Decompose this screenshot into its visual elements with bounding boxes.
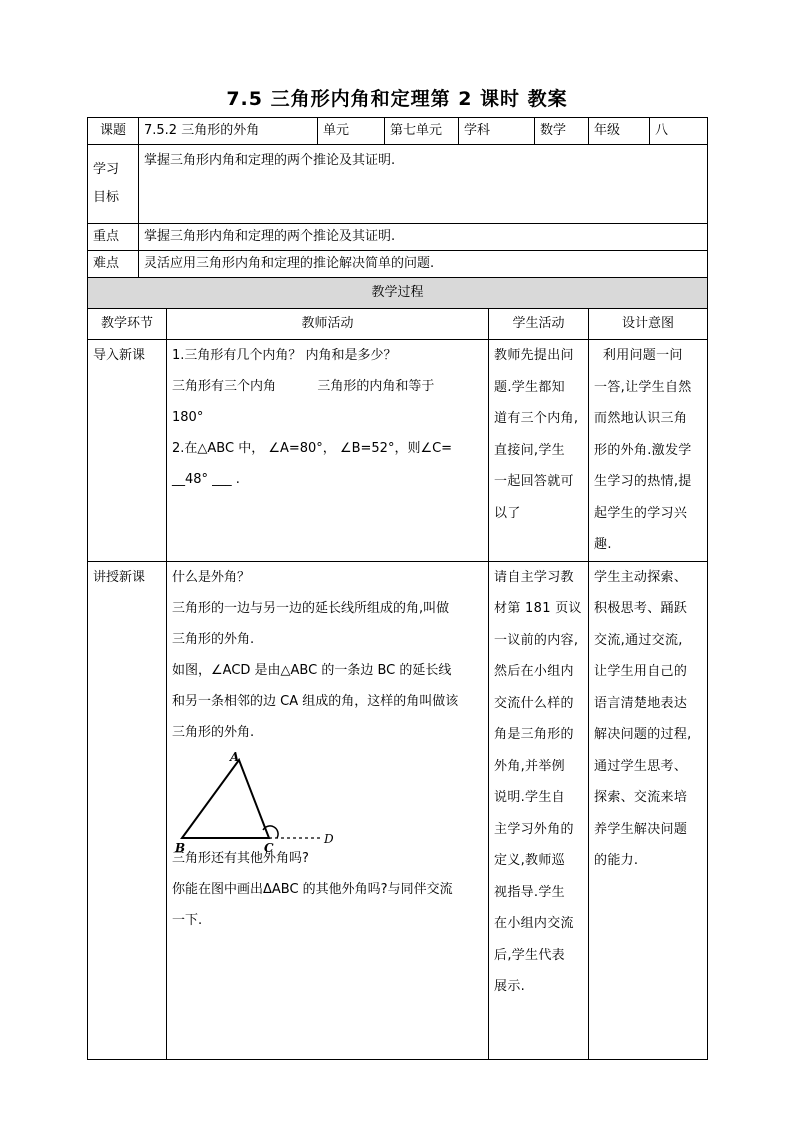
topic-label: 课题 <box>88 118 139 145</box>
vertex-label-c: C <box>264 840 274 853</box>
unit-value: 第七单元 <box>385 118 459 145</box>
lecture-design-intent: 学生主动探索、 积极思考、踊跃 交流,通过交流, 让学生用自己的 语言清楚地表达 解决问题的过程, 通过学生思考、 探索、交流来培 养学生解决问题 的能力. <box>589 561 708 1059</box>
triangle-abc <box>182 760 269 838</box>
intro-design-intent: 利用问题一问 一答,让学生自然 而然地认识三角 形的外角.激发学 生学习的热情,提 起学生的学习兴 趣. <box>589 340 708 562</box>
grade-label: 年级 <box>589 118 650 145</box>
exterior-angle-arc <box>263 825 278 837</box>
goal-row <box>88 145 708 224</box>
vertex-label-a: A <box>230 749 240 764</box>
topic-value: 7.5.2 三角形的外角 <box>139 118 318 145</box>
intro-student-activity: 教师先提出问 题.学生都知 道有三个内角, 直接问,学生 一起回答就可 以了 <box>489 340 589 562</box>
col-student: 学生活动 <box>489 309 589 340</box>
column-header-row <box>88 309 708 340</box>
vertex-label-b: B <box>175 840 186 853</box>
lecture-stage: 讲授新课 <box>88 561 167 1059</box>
difficulty-text: 灵活应用三角形内角和定理的推论解决简单的问题. <box>139 251 708 278</box>
process-heading: 教学过程 <box>88 278 708 309</box>
lecture-row <box>88 561 708 1059</box>
difficulty-row <box>88 251 708 278</box>
goal-label: 学习 目标 <box>88 145 139 224</box>
point-label-d: D <box>324 831 334 846</box>
lesson-plan-table <box>87 117 708 1060</box>
page-title: 7.5 三角形内角和定理第 2 课时 教案 <box>226 88 568 110</box>
col-teacher: 教师活动 <box>167 309 489 340</box>
lecture-teacher-activity: 什么是外角？ 三角形的一边与另一边的延长线所组成的角,叫做 三角形的外角. 如图，∠ACD 是由△ABC 的一条边 BC 的延长线 和另一条相邻的边 CA 组成的角，这样的角叫做该 三角形的外角. A B C D 三角形还有其他外角吗? 你能在图中画出ΔABC 的其他外角吗?与同伴交流 一下. <box>167 561 489 1059</box>
key-point-label: 重点 <box>88 224 139 251</box>
subject-value: 数学 <box>535 118 589 145</box>
intro-stage: 导入新课 <box>88 340 167 562</box>
exterior-angle-triangle-figure <box>174 748 354 853</box>
col-intent: 设计意图 <box>589 309 708 340</box>
header-row <box>88 118 708 145</box>
grade-value: 八 <box>650 118 708 145</box>
intro-teacher-activity: 1.三角形有几个内角？ 内角和是多少？ 三角形有三个内角 三角形的内角和等于 180° 2.在△ABC 中， ∠A=80°， ∠B=52°，则∠C= __48° ___ . <box>167 340 489 562</box>
difficulty-label: 难点 <box>88 251 139 278</box>
lecture-student-activity: 请自主学习教 材第 181 页议 一议前的内容, 然后在小组内 交流什么样的 角是三角形的 外角,并举例 说明.学生自 主学习外角的 定义,教师巡 视指导.学生 在小组内交流 后,学生代表 展示. <box>489 561 589 1059</box>
intro-row <box>88 340 708 562</box>
col-stage: 教学环节 <box>88 309 167 340</box>
process-heading-row <box>88 278 708 309</box>
key-point-text: 掌握三角形内角和定理的两个推论及其证明. <box>139 224 708 251</box>
unit-label: 单元 <box>318 118 385 145</box>
key-point-row <box>88 224 708 251</box>
subject-label: 学科 <box>459 118 535 145</box>
goal-text: 掌握三角形内角和定理的两个推论及其证明. <box>139 145 708 224</box>
